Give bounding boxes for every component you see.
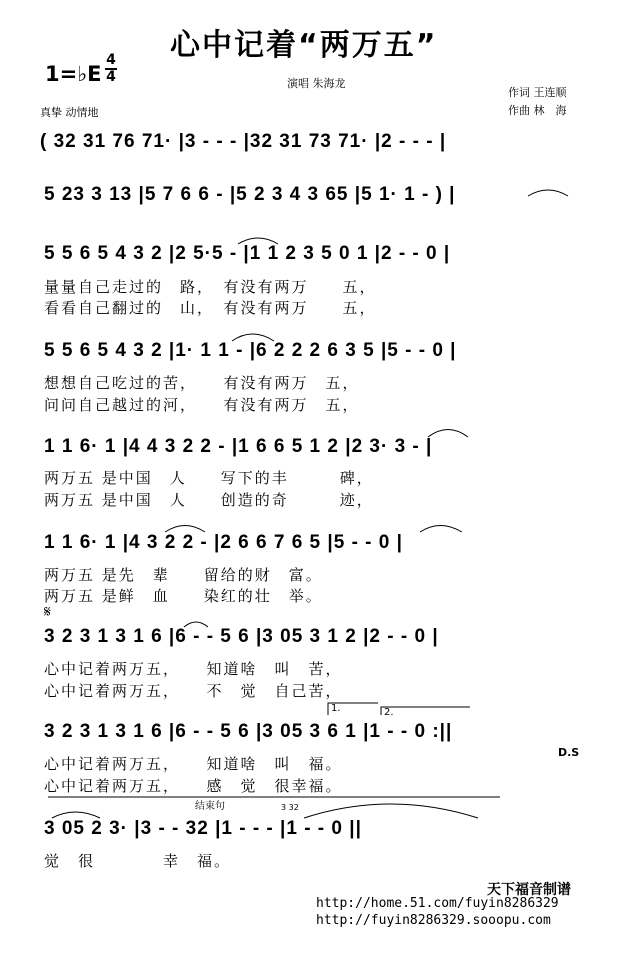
- lyric-line-3a: 量量自己走过的 路， 有没有两万 五，: [44, 278, 377, 296]
- grace-notes: 3 32: [281, 803, 299, 812]
- slur-5: [165, 526, 205, 533]
- notation-line-4: 5 5 6 5 4 3 2 |1· 1 1 - |6 2 2 2 6 3 5 |5 - - 0 |: [44, 340, 457, 361]
- ds-marking: D.S: [558, 746, 580, 759]
- lyric-line-9: 觉 很 幸 福。: [44, 852, 232, 870]
- ending-1-label: 1.: [331, 703, 341, 714]
- lyric-line-6b: 两万五 是鲜 血 染红的壮 举。: [44, 587, 323, 605]
- expression-mark: 真挚 动情地: [40, 106, 99, 119]
- song-title: 心中记着“两万五”: [170, 28, 438, 63]
- lyric-line-7b: 心中记着两万五， 不 觉 自己苦，: [44, 682, 343, 700]
- time-sig-bottom: 4: [106, 69, 116, 85]
- slur-3: [232, 334, 274, 341]
- key-signature: 1=♭E: [45, 62, 102, 86]
- slur-9: [52, 812, 100, 818]
- composer-credit: 作曲 林 海: [508, 104, 567, 117]
- lyric-line-6a: 两万五 是先 辈 留给的财 富。: [44, 566, 323, 584]
- notation-line-1: ( 32 31 76 71· |3 - - - |32 31 73 71· |2 - - - |: [40, 131, 447, 152]
- notation-line-8: 3 2 3 1 3 1 6 |6 - - 5 6 |3 05 3 6 1 |1 - - 0 :||: [44, 721, 453, 742]
- slur-2: [238, 238, 278, 244]
- lyricist-credit: 作词 王连顺: [508, 86, 567, 99]
- notation-line-5: 1 1 6· 1 |4 4 3 2 2 - |1 6 6 5 1 2 |2 3· 3 - |: [44, 436, 433, 457]
- ending-2-label: 2.: [384, 707, 394, 718]
- lyric-line-8a: 心中记着两万五， 知道啥 叫 福。: [44, 755, 343, 773]
- lyric-line-7a: 心中记着两万五， 知道啥 叫 苦，: [44, 660, 343, 678]
- footer-url-2[interactable]: http://fuyin8286329.sooopu.com: [316, 913, 551, 928]
- lyric-line-8b: 心中记着两万五， 感 觉 很幸福。: [44, 777, 343, 795]
- slur-8: [304, 804, 478, 818]
- coda-label: 结束句: [195, 801, 225, 812]
- notation-line-9: 3 05 2 3· |3 - - 32 |1 - - - |1 - - 0 ||: [44, 818, 362, 839]
- slur-4: [428, 430, 468, 438]
- notation-line-6: 1 1 6· 1 |4 3 2 2 - |2 6 6 7 6 5 |5 - - 0 |: [44, 532, 403, 553]
- notation-line-2: 5 23 3 13 |5 7 6 6 - |5 2 3 4 3 65 |5 1· 1 - ) |: [44, 184, 456, 205]
- footer-url-1[interactable]: http://home.51.com/fuyin8286329: [316, 896, 559, 911]
- time-sig-top: 4: [106, 52, 116, 68]
- notation-line-7: 3 2 3 1 3 1 6 |6 - - 5 6 |3 05 3 1 2 |2 - - 0 |: [44, 626, 439, 647]
- slur-7: [184, 622, 208, 627]
- ending-2-bracket: [381, 707, 470, 715]
- lyric-line-4a: 想想自己吃过的苦， 有没有两万 五，: [44, 374, 360, 392]
- singer-credit: 演唱 朱海龙: [287, 77, 346, 90]
- lyric-line-5a: 两万五 是中国 人 写下的丰 碑，: [44, 469, 374, 487]
- lyric-line-3b: 看看自己翻过的 山， 有没有两万 五，: [44, 299, 377, 317]
- segno-sign: 𝄋: [44, 602, 51, 621]
- lyric-line-4b: 问问自己越过的河， 有没有两万 五，: [44, 396, 360, 414]
- footer-credit: 天下福音制谱: [487, 882, 571, 898]
- slur-6: [420, 526, 462, 533]
- slur-1: [528, 190, 568, 196]
- lyric-line-5b: 两万五 是中国 人 创造的奇 迹，: [44, 491, 374, 509]
- ending-1-bracket: [328, 703, 378, 715]
- notation-line-3: 5 5 6 5 4 3 2 |2 5·5 - |1 1 2 3 5 0 1 |2 - - 0 |: [44, 243, 451, 264]
